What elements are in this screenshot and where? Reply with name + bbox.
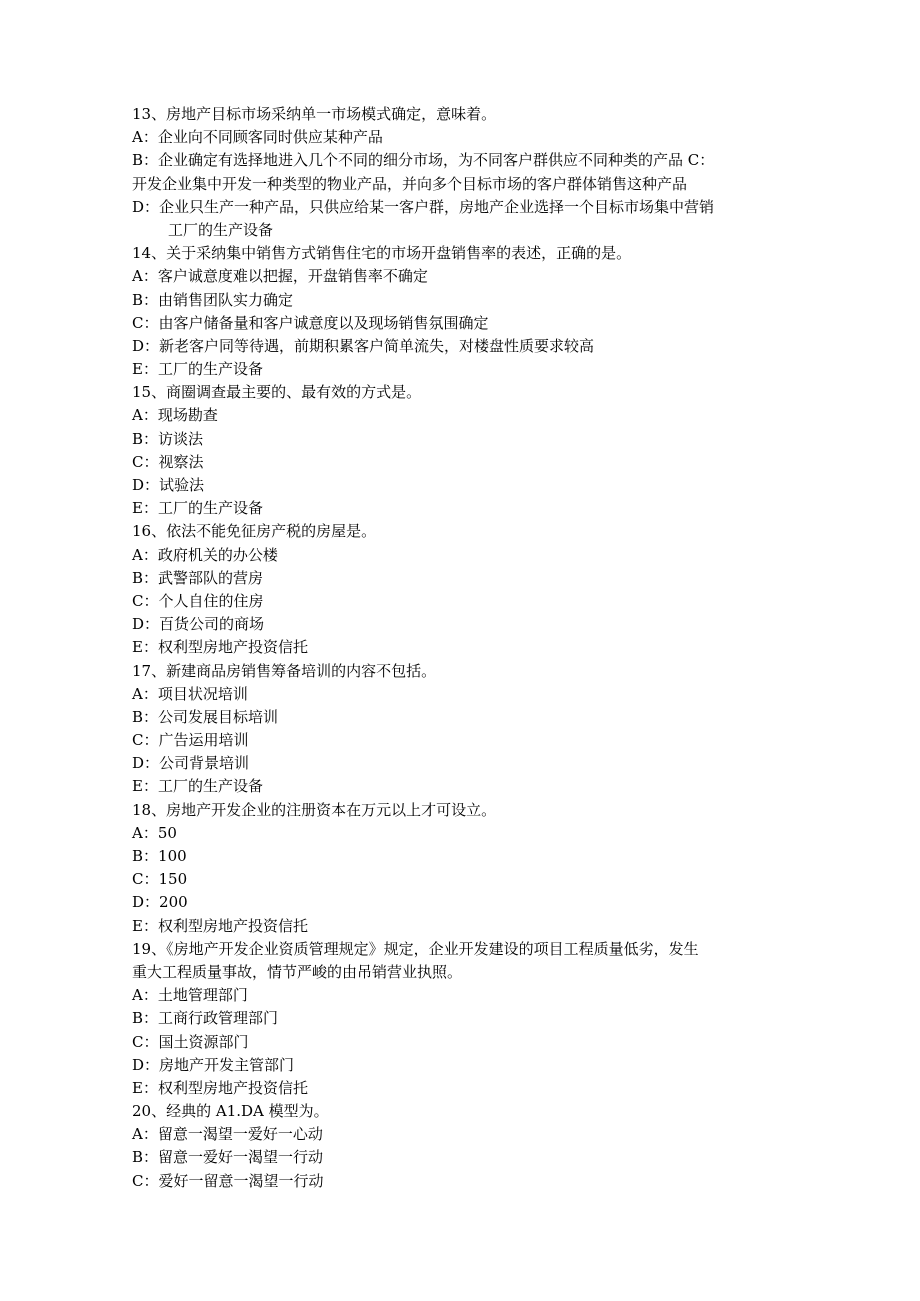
question-20-stem: 20、经典的 A1.DA 模型为。 bbox=[132, 1102, 329, 1121]
question-17-option-b: B：公司发展目标培训 bbox=[132, 707, 279, 726]
question-14-stem: 14、关于采纳集中销售方式销售住宅的市场开盘销售率的表述，正确的是。 bbox=[132, 244, 632, 263]
question-14-option-b: B：由销售团队实力确定 bbox=[132, 290, 294, 309]
question-14-option-c: C：由客户储备量和客户诚意度以及现场销售氛围确定 bbox=[132, 313, 489, 332]
document-body bbox=[132, 103, 792, 1193]
question-15-option-a: A：现场勘查 bbox=[132, 406, 218, 425]
question-17-option-a: A：项目状况培训 bbox=[132, 684, 248, 703]
question-14-option-d: D：新老客户同等待遇，前期积累客户简单流失，对楼盘性质要求较高 bbox=[132, 336, 595, 355]
question-16-option-c: C：个人自住的住房 bbox=[132, 591, 264, 610]
question-19-stem: 19、《房地产开发企业资质管理规定》规定，企业开发建设的项目工程质量低劣，发生 bbox=[132, 939, 699, 958]
question-17-option-c: C：广告运用培训 bbox=[132, 731, 249, 750]
question-16-option-b: B：武警部队的营房 bbox=[132, 568, 264, 587]
question-17-stem: 17、新建商品房销售筹备培训的内容不包括。 bbox=[132, 661, 437, 680]
question-20-option-c: C：爱好一留意一渴望一行动 bbox=[132, 1171, 324, 1190]
question-15-option-c: C：视察法 bbox=[132, 452, 204, 471]
question-18-option-b: B：100 bbox=[132, 847, 187, 865]
question-15-stem: 15、商圈调查最主要的、最有效的方式是。 bbox=[132, 383, 422, 402]
question-19-option-c: C：国土资源部门 bbox=[132, 1032, 249, 1051]
question-18-option-e: E：权利型房地产投资信托 bbox=[132, 916, 308, 935]
question-13-option-a: A：企业向不同顾客同时供应某种产品 bbox=[132, 128, 383, 147]
question-18-stem: 18、房地产开发企业的注册资本在万元以上才可设立。 bbox=[132, 800, 497, 819]
question-15-option-e: E：工厂的生产设备 bbox=[132, 499, 263, 518]
question-13-option-d: D：企业只生产一种产品，只供应给某一客户群，房地产企业选择一个目标市场集中营销 bbox=[132, 197, 715, 216]
question-19-stem-continued: 重大工程质量事故，情节严峻的由吊销营业执照。 bbox=[132, 962, 463, 981]
question-16-option-d: D：百货公司的商场 bbox=[132, 615, 265, 634]
question-18-option-c: C：150 bbox=[132, 870, 188, 889]
question-19-option-a: A：土地管理部门 bbox=[132, 986, 248, 1005]
question-15-option-d: D：试验法 bbox=[132, 476, 205, 494]
question-20-option-a: A：留意一渴望一爱好一心动 bbox=[132, 1125, 323, 1144]
question-14-option-a: A：客户诚意度难以把握，开盘销售率不确定 bbox=[132, 267, 428, 286]
question-13-option-c: 开发企业集中开发一种类型的物业产品，并向多个目标市场的客户群体销售这种产品 bbox=[132, 174, 688, 193]
question-13-stem: 13、房地产目标市场采纳单一市场模式确定，意味着。 bbox=[132, 105, 497, 123]
question-20-option-b: B：留意一爱好一渴望一行动 bbox=[132, 1148, 324, 1167]
question-16-stem: 16、依法不能免征房产税的房屋是。 bbox=[132, 522, 377, 541]
question-18-option-a: A：50 bbox=[132, 823, 177, 842]
question-16-option-a: A：政府机关的办公楼 bbox=[132, 545, 278, 564]
question-18-option-d: D：200 bbox=[132, 893, 188, 912]
question-13-option-e: 工厂的生产设备 bbox=[168, 220, 274, 239]
question-14-option-e: E：工厂的生产设备 bbox=[132, 360, 263, 379]
question-15-option-b: B：访谈法 bbox=[132, 429, 204, 448]
question-17-option-e: E：工厂的生产设备 bbox=[132, 777, 263, 796]
question-19-option-e: E：权利型房地产投资信托 bbox=[132, 1078, 308, 1097]
question-19-option-b: B：工商行政管理部门 bbox=[132, 1009, 279, 1028]
question-17-option-d: D：公司背景培训 bbox=[132, 754, 250, 773]
question-13-option-b: B：企业确定有选择地进入几个不同的细分市场，为不同客户群供应不同种类的产品 C： bbox=[132, 151, 715, 170]
question-16-option-e: E：权利型房地产投资信托 bbox=[132, 638, 308, 657]
question-19-option-d: D：房地产开发主管部门 bbox=[132, 1055, 295, 1074]
